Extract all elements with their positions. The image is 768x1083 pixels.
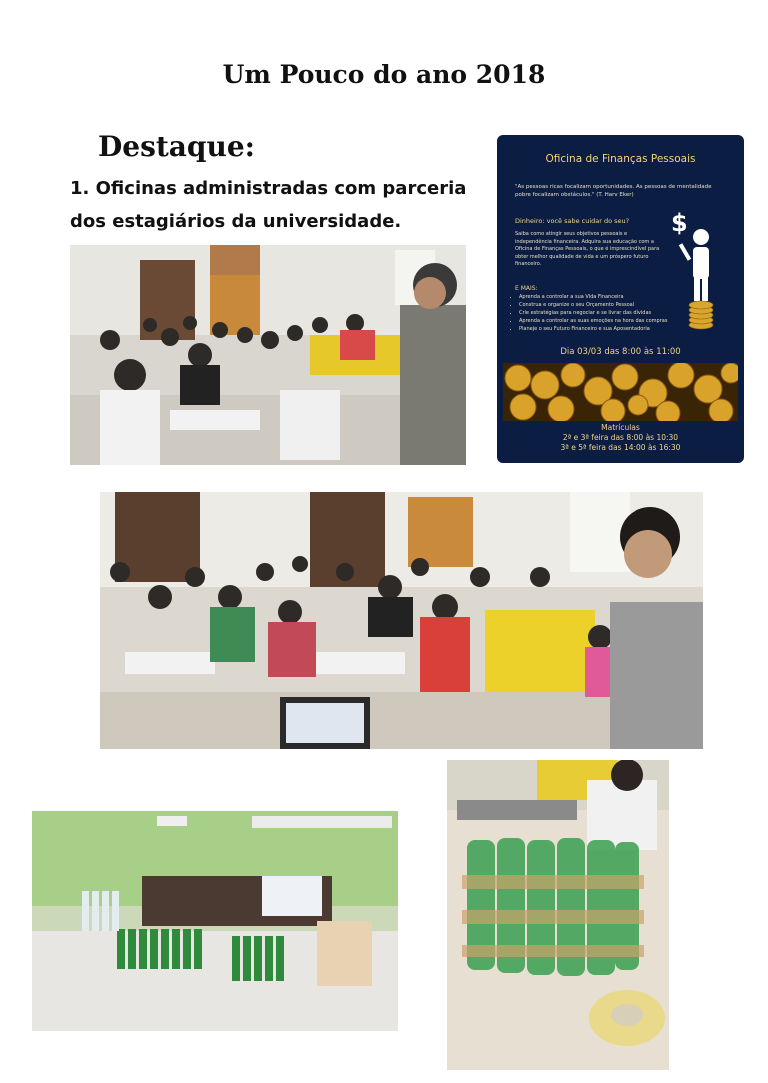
poster-bullet: • Aprenda a controlar a sua Vida Financeira — [519, 293, 739, 301]
poster-bullet: • Planeje o seu Futuro Financeiro e sua Aposentadoria — [519, 325, 739, 333]
poster-bullet: • Construa e organize o seu Orçamento Pessoal — [519, 301, 739, 309]
classroom-photo-1 — [70, 245, 466, 465]
poster-body: Saiba como atingir seus objetivos pessoais e independência financeira. Adquira sua educação com a Oficina de Finanças Pessoais, o que é imprescindível para obter melhor qualidade de vida e um próspero futuro financeiro. — [515, 231, 660, 267]
svg-text:$: $ — [671, 209, 688, 237]
highlight-heading: Destaque: — [98, 130, 256, 163]
bottles-room-photo — [32, 811, 398, 1031]
poster-bullet: • Aprenda a controlar as suas emoções na hora das compras — [519, 317, 739, 325]
poster-bullet: • Crie estratégias para negociar e se livrar das dívidas — [519, 309, 739, 317]
poster-title: Oficina de Finanças Pessoais — [545, 153, 696, 165]
gold-coins-image — [503, 363, 738, 421]
poster-schedule — [497, 433, 744, 453]
page-title: Um Pouco do ano 2018 — [222, 60, 546, 89]
workshop-poster — [497, 135, 744, 463]
poster-bullet-list — [509, 293, 739, 333]
poster-schedule-line: 3ª e 5ª feira das 14:00 às 16:30 — [560, 443, 681, 452]
classroom-photo-2 — [100, 492, 703, 749]
highlight-item-1: 1. Oficinas administradas com parceria dos estagiários da universidade. — [70, 178, 467, 232]
taped-bottles-photo — [447, 760, 669, 1070]
poster-schedule-line: 2ª e 3ª feira das 8:00 às 10:30 — [562, 433, 679, 442]
poster-enrollment-label: Matrículas — [601, 423, 640, 432]
poster-date: Dia 03/03 das 8:00 às 11:00 — [560, 347, 681, 357]
poster-heading: Dinheiro: você sabe cuidar do seu? — [515, 217, 630, 225]
poster-quote: "As pessoas ricas focalizam oportunidades. As pessoas de mentalidade pobre focalizam obstáculos." (T. Harv Eker) — [515, 184, 712, 198]
poster-more-label: E MAIS: — [515, 285, 538, 292]
